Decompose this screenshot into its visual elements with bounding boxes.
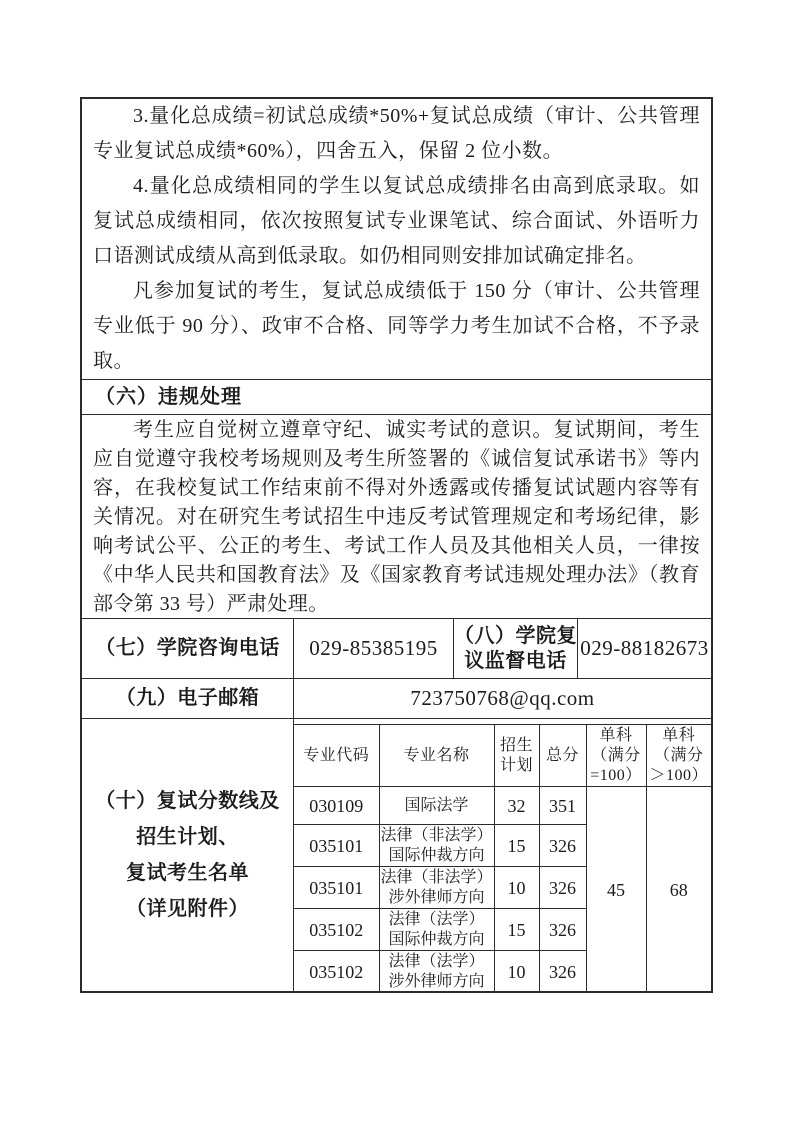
cell-total: 326 bbox=[539, 951, 586, 993]
notice-table bbox=[80, 97, 713, 993]
review-phone-label-line2: 议监督电话 bbox=[464, 649, 567, 672]
scoring-rule-4: 4.量化总成绩相同的学生以复试总成绩排名由高到底录取。如复试总成绩相同，依次按照复试专业课笔试、综合面试、外语听力口语测试成绩从高到低录取。如仍相同则安排加试确定排名。 bbox=[93, 175, 700, 267]
email-label-cell bbox=[82, 679, 293, 718]
header-major-name: 专业名称 bbox=[379, 725, 494, 787]
cell-major: 法律（非法学） 国际仲裁方向 bbox=[379, 825, 494, 867]
cell-major: 国际法学 bbox=[379, 787, 494, 825]
score-table-header-row bbox=[294, 725, 711, 787]
cell-total: 326 bbox=[539, 867, 586, 909]
scoring-rule-threshold: 凡参加复试的考生，复试总成绩低于 150 分（审计、公共管理专业低于 90 分）、政审不合格、同等学力考生加试不合格，不予录取。 bbox=[93, 280, 700, 372]
cell-code: 030109 bbox=[294, 787, 379, 825]
cell-total: 326 bbox=[539, 825, 586, 867]
header-major-code: 专业代码 bbox=[294, 725, 379, 787]
consult-phone-number: 029-85385195 bbox=[309, 636, 438, 660]
cell-single-subject-eq100: 45 bbox=[586, 787, 646, 993]
violation-paragraph: 考生应自觉树立遵章守纪、诚实考试的意识。复试期间，考生应自觉遵守我校考场规则及考生所签署的《诚信复试承诺书》等内容，在我校复试工作结束前不得对外透露或传播复试试题内容等有关情况。对在研究生考试招生中违反考试管理规定和考场纪律，影响考试公平、公正的考生、考试工作人员及其他相关人员，一律按《中华人民共和国教育法》及《国家教育考试违规处理办法》（教育部令第 33 号）严肃处理。 bbox=[93, 419, 700, 615]
review-phone-label-cell bbox=[453, 619, 577, 678]
cell-plan: 15 bbox=[494, 909, 539, 951]
email-label: （九）电子邮箱 bbox=[115, 687, 260, 709]
cell-major: 法律（法学） 涉外律师方向 bbox=[379, 951, 494, 993]
scoring-rules-block bbox=[82, 99, 711, 379]
cell-total: 326 bbox=[539, 909, 586, 951]
email-row bbox=[82, 678, 711, 718]
review-phone-number: 029-88182673 bbox=[580, 636, 709, 660]
score-table-container bbox=[293, 719, 711, 991]
header-single-subject-eq100: 单科 （满分 =100） bbox=[586, 725, 646, 787]
cell-total: 351 bbox=[539, 787, 586, 825]
cell-code: 035102 bbox=[294, 909, 379, 951]
header-total-score: 总分 bbox=[539, 725, 586, 787]
email-address: 723750768@qq.com bbox=[410, 686, 595, 710]
consult-phone-label: （七）学院咨询电话 bbox=[95, 637, 280, 659]
violation-body-block bbox=[82, 414, 711, 618]
admission-label-line4: （详见附件） bbox=[126, 898, 249, 920]
score-row-030109 bbox=[294, 787, 711, 825]
cell-plan: 10 bbox=[494, 951, 539, 993]
email-value-cell bbox=[293, 679, 711, 718]
cell-code: 035101 bbox=[294, 825, 379, 867]
consult-phone-value-cell bbox=[293, 619, 453, 678]
admission-label-line3: 复试考生名单 bbox=[126, 862, 249, 884]
admission-section-label bbox=[82, 719, 293, 991]
score-table bbox=[294, 724, 711, 993]
cell-major: 法律（非法学） 涉外律师方向 bbox=[379, 867, 494, 909]
cell-plan: 10 bbox=[494, 867, 539, 909]
admission-label-line2: 招生计划、 bbox=[136, 826, 239, 848]
header-enrollment-plan: 招生 计划 bbox=[494, 725, 539, 787]
cell-single-subject-gt100: 68 bbox=[646, 787, 711, 993]
cell-plan: 15 bbox=[494, 825, 539, 867]
review-phone-label-line1: （八）学院复 bbox=[454, 624, 577, 647]
cell-plan: 32 bbox=[494, 787, 539, 825]
phone-contacts-row bbox=[82, 618, 711, 678]
cell-code: 035102 bbox=[294, 951, 379, 993]
cell-code: 035101 bbox=[294, 867, 379, 909]
header-single-subject-gt100: 单科 （满分 ＞100） bbox=[646, 725, 711, 787]
cell-major: 法律（法学） 国际仲裁方向 bbox=[379, 909, 494, 951]
admission-label-line1: （十）复试分数线及 bbox=[95, 790, 280, 812]
scoring-rule-3: 3.量化总成绩=初试总成绩*50%+复试总成绩（审计、公共管理专业复试总成绩*60%），四舍五入，保留 2 位小数。 bbox=[93, 105, 700, 162]
admission-section bbox=[82, 718, 711, 991]
review-phone-value-cell bbox=[577, 619, 711, 678]
consult-phone-label-cell bbox=[82, 619, 293, 678]
violation-section-title: （六）违规处理 bbox=[82, 379, 711, 414]
